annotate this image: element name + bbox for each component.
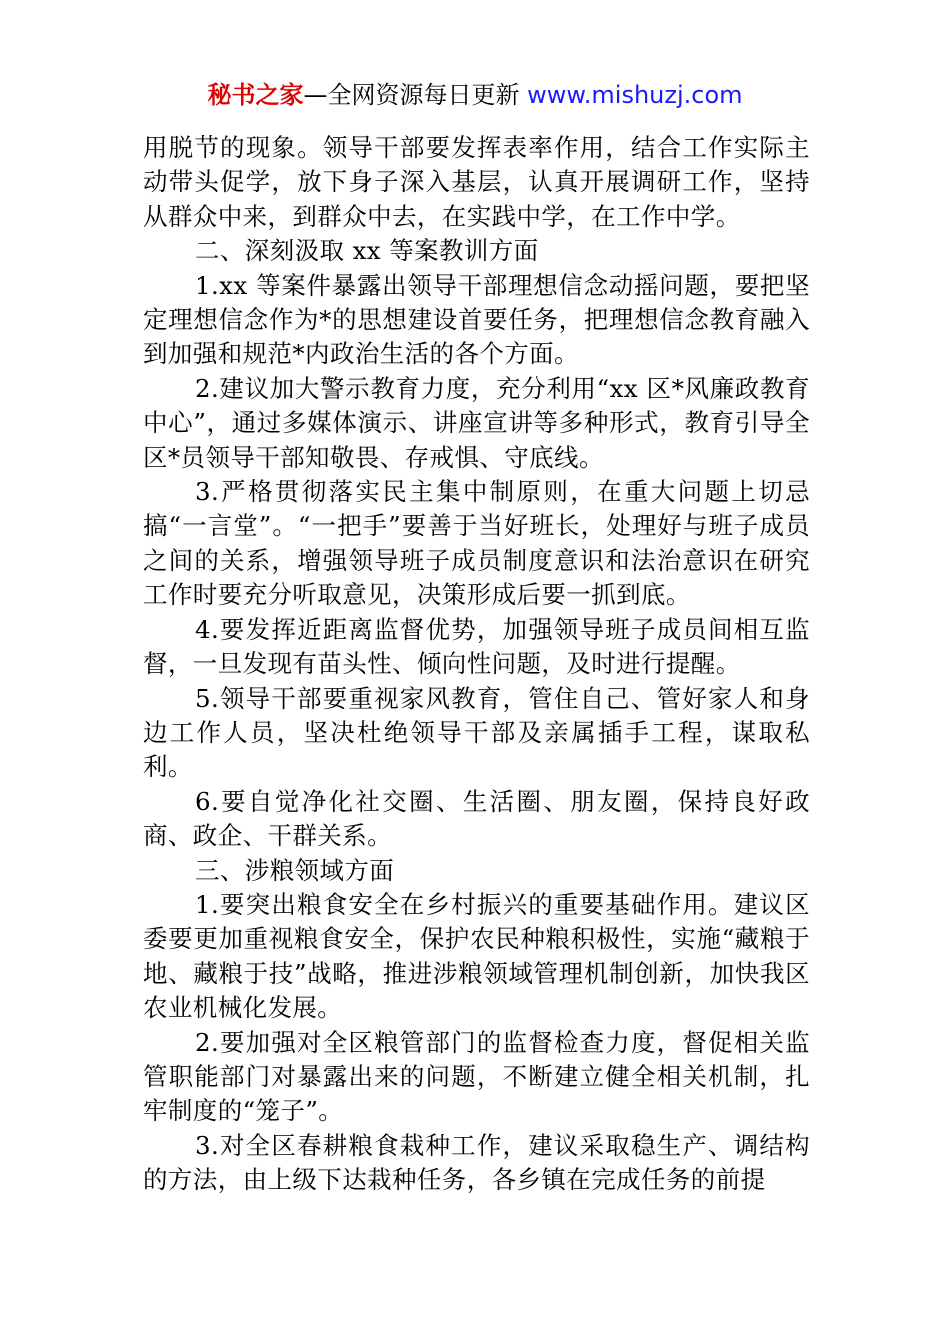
paragraph-item-2-1: 1.xx 等案件暴露出领导干部理想信念动摇问题，要把坚定理想信念作为*的思想建设首要任务，把理想信念教育融入到加强和规范*内政治生活的各个方面。 [143, 270, 810, 369]
header-tagline: —全网资源每日更新 [303, 81, 528, 109]
section-heading-2: 二、深刻汲取 xx 等案教训方面 [195, 236, 539, 266]
paragraph-1: 用脱节的现象。领导干部要发挥表率作用，结合工作实际主动带头促学，放下身子深入基层，认真开展调研工作，坚持从群众中来，到群众中去，在实践中学，在工作中学。 [143, 133, 810, 231]
paragraph-item-2-2: 2.建议加大警示教育力度，充分利用“xx 区*风廉政教育中心”，通过多媒体演示、讲座宣讲等多种形式，教育引导全区*员领导干部知敬畏、存戒惧、守底线。 [143, 373, 810, 472]
brand-name: 秘书之家 [207, 81, 304, 109]
paragraph-item-2-4: 4.要发挥近距离监督优势，加强领导班子成员间相互监督，一旦发现有苗头性、倾向性问题，及时进行提醒。 [143, 614, 810, 679]
paragraph-item-2-6: 6.要自觉净化社交圈、生活圈、朋友圈，保持良好政商、政企、干群关系。 [143, 786, 810, 851]
section-heading-3: 三、涉粮领域方面 [195, 855, 395, 885]
document-body [143, 131, 810, 1198]
paragraph-item-3-3: 3.对全区春耕粮食栽种工作，建议采取稳生产、调结构的方法，由上级下达栽种任务，各乡镇在完成任务的前提 [143, 1130, 810, 1195]
page-header [0, 78, 950, 112]
paragraph-item-3-2: 2.要加强对全区粮管部门的监督检查力度，督促相关监管职能部门对暴露出来的问题，不断建立健全相关机制，扎牢制度的“笼子”。 [143, 1027, 810, 1126]
site-url-link[interactable]: www.mishuzj.com [527, 81, 743, 109]
paragraph-item-2-3: 3.严格贯彻落实民主集中制原则，在重大问题上切忌搞“一言堂”。“一把手”要善于当好班长，处理好与班子成员之间的关系，增强领导班子成员制度意识和法治意识在研究工作时要充分听取意见，决策形成后要一抓到底。 [143, 477, 810, 610]
paragraph-item-3-1: 1.要突出粮食安全在乡村振兴的重要基础作用。建议区委要更加重视粮食安全，保护农民种粮积极性，实施“藏粮于地、藏粮于技”战略，推进涉粮领域管理机制创新，加快我区农业机械化发展。 [143, 889, 810, 1023]
paragraph-item-2-5: 5.领导干部要重视家风教育，管住自己、管好家人和身边工作人员，坚决杜绝领导干部及亲属插手工程，谋取私利。 [143, 683, 810, 782]
